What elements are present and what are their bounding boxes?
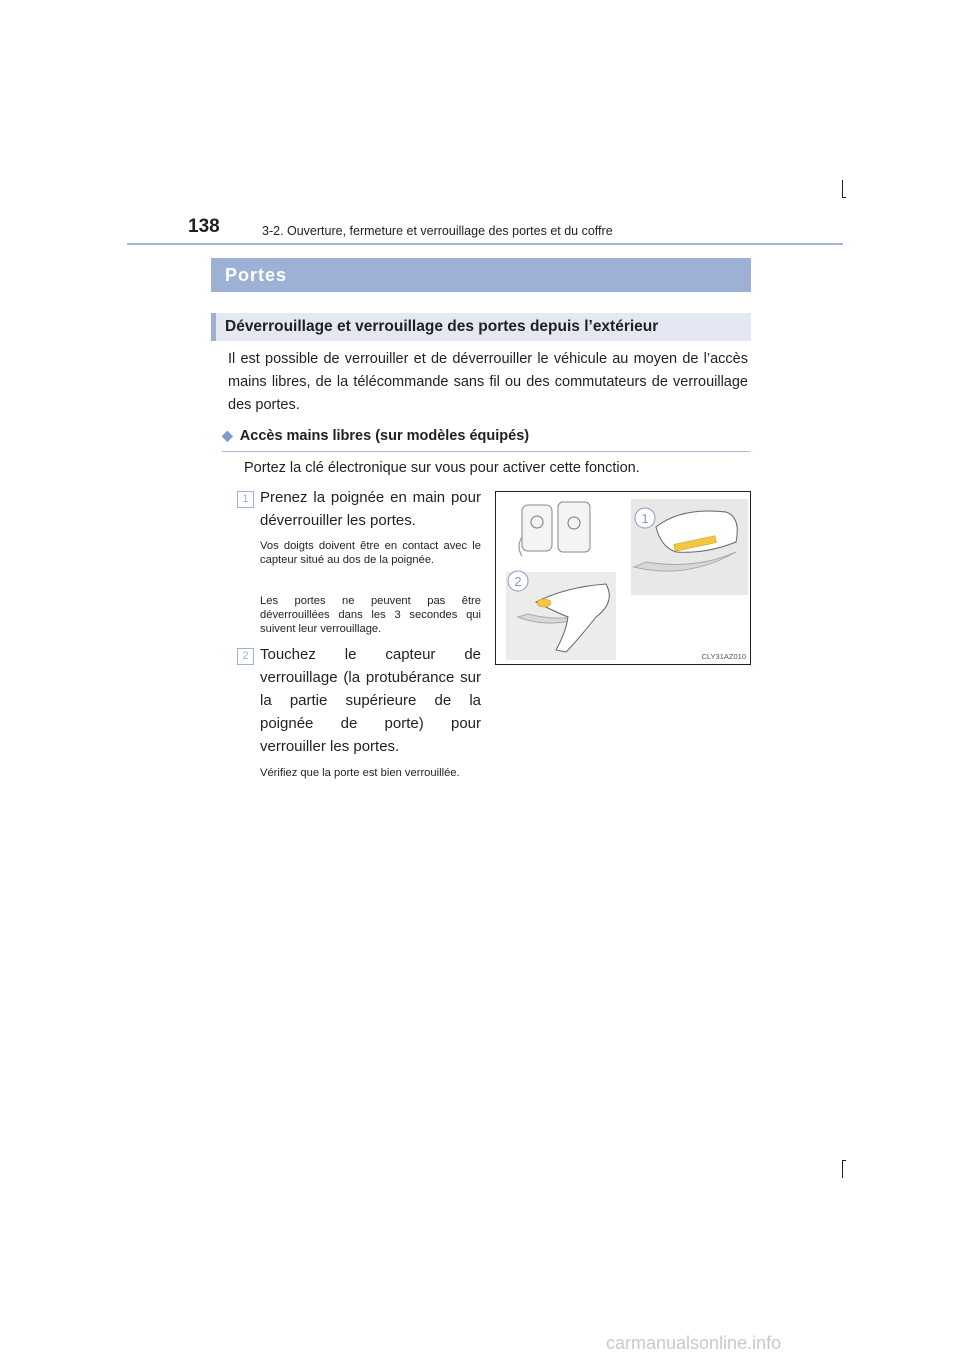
intro-paragraph: Il est possible de verrouiller et de déverrouiller le véhicule au moyen de l’accès mains libres, de la télécommande sans fil ou des commutateurs de verrouillage des portes.: [228, 351, 748, 413]
step-2-number: 2: [237, 648, 254, 665]
crop-mark-bottom-tick: [842, 1160, 846, 1161]
crop-mark-top-tick: [842, 197, 846, 198]
step-1-text: Prenez la poignée en main pour déverrouiller les portes.: [260, 489, 481, 529]
feature-lead: Portez la clé électronique sur vous pour activer cette fonction.: [244, 460, 640, 476]
step-1-note-2: Les portes ne peuvent pas être déverrouillées dans les 3 secondes qui suivent leur verrouillage.: [260, 595, 481, 635]
diamond-bullet-icon: ◆: [222, 427, 233, 443]
step-2-text: Touchez le capteur de verrouillage (la protubérance sur la partie supérieure de la poignée de porte) pour verrouiller les portes.: [260, 646, 481, 755]
feature-heading: [222, 427, 750, 452]
step-2-note-1: Vérifiez que la porte est bien verrouillée.: [260, 767, 460, 779]
section-header: 3-2. Ouverture, fermeture et verrouillage des portes et du coffre: [262, 224, 613, 238]
subsection-title-text: Déverrouillage et verrouillage des portes depuis l’extérieur: [225, 318, 659, 335]
header-rule: [127, 243, 843, 245]
figure-code: CLY31AZ010: [701, 652, 746, 661]
crop-mark-bottom: [842, 1160, 843, 1178]
step-1-note-1: Vos doigts doivent être en contact avec le capteur situé au dos de la poignée.: [260, 540, 481, 566]
subsection-accent-bar: [211, 313, 216, 341]
page-title: Portes: [211, 258, 751, 292]
illustration-svg: [496, 492, 751, 665]
page-number: 138: [188, 216, 220, 237]
key-fob-icon: [519, 502, 590, 556]
watermark: carmanualsonline.info: [606, 1333, 782, 1353]
door-handle-illustration: [495, 491, 751, 665]
feature-title: Accès mains libres (sur modèles équipés): [239, 428, 530, 444]
callout-1-label: 1: [641, 511, 649, 526]
crop-mark-top: [842, 180, 843, 198]
subsection-title: [211, 313, 751, 341]
step-1-number: 1: [237, 491, 254, 508]
callout-2-label: 2: [514, 574, 522, 589]
